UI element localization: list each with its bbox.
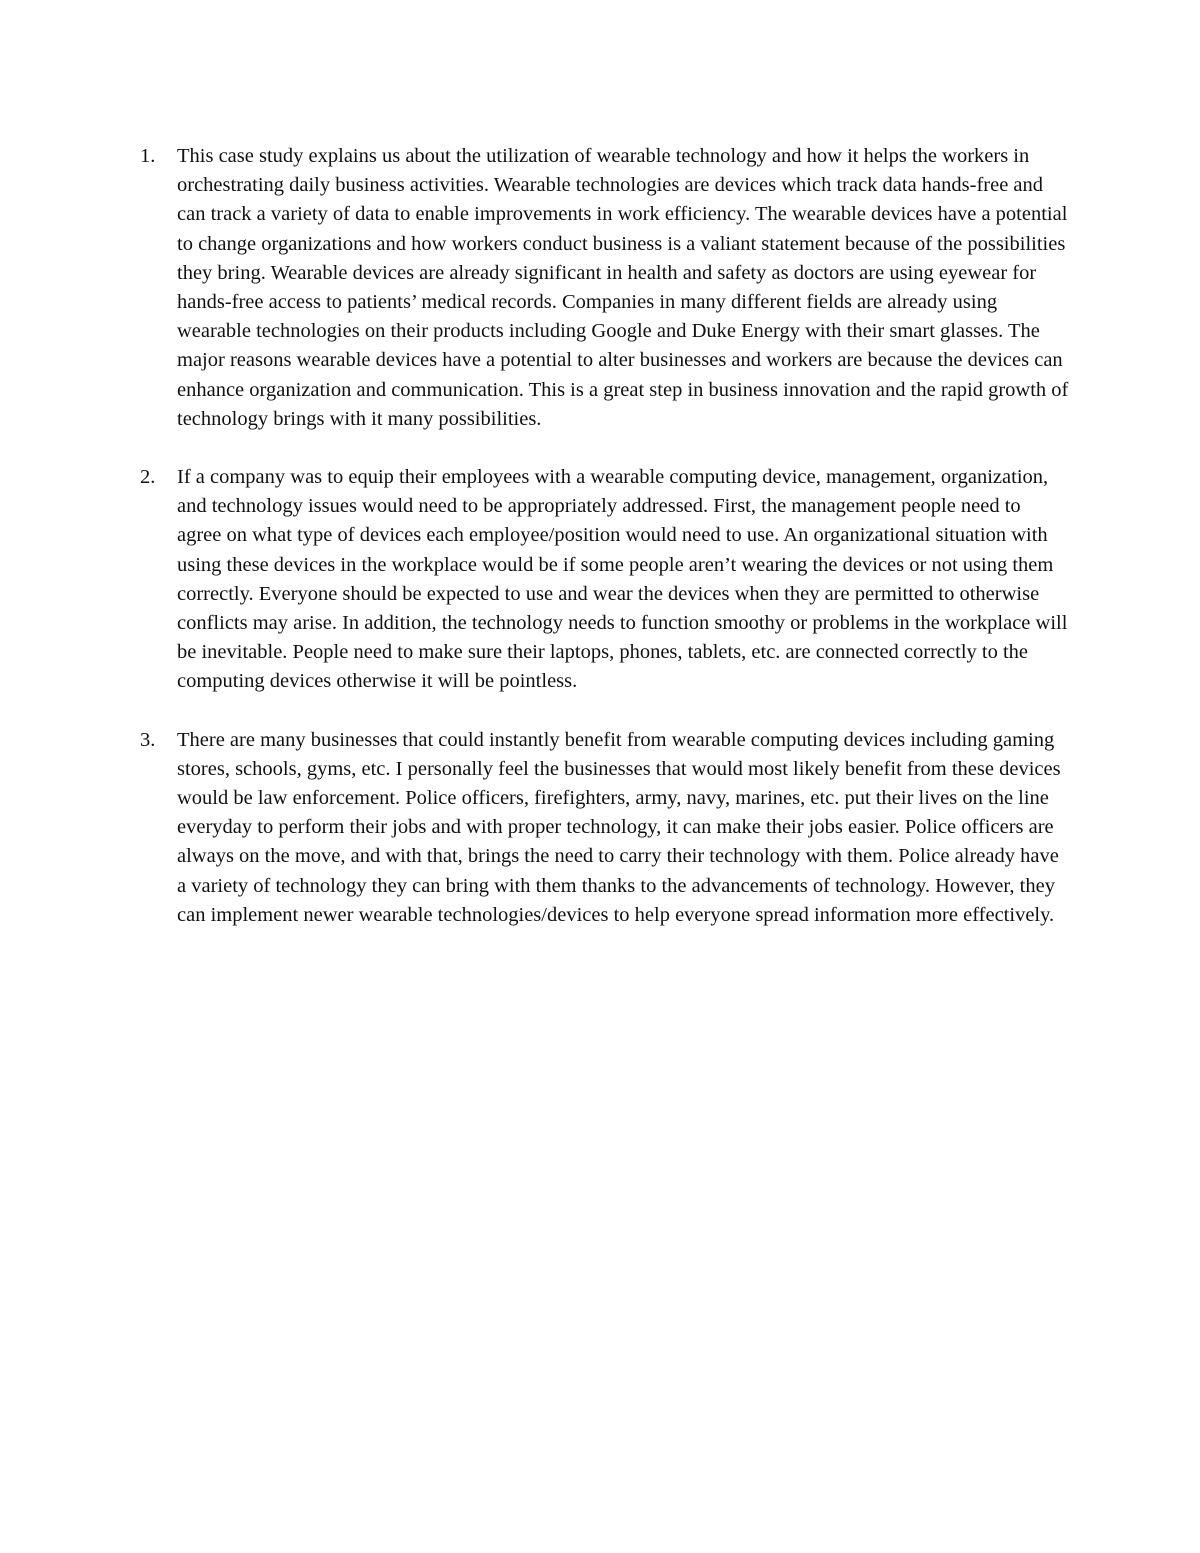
item-number: 3. <box>140 728 156 751</box>
numbered-list <box>140 142 1070 959</box>
list-item <box>140 463 1070 697</box>
item-paragraph: This case study explains us about the utilization of wearable technology and how it helps the workers in orchestrating daily business activities. Wearable technologies are devices which track data hands-free and can track a variety of data to enable improvements in work efficiency. The wearable devices have a potential to change organizations and how workers conduct business is a valiant statement because of the possibilities they bring. Wearable devices are already significant in health and safety as doctors are using eyewear for hands-free access to patients’ medical records. Companies in many different fields are already using wearable technologies on their products including Google and Duke Energy with their smart glasses. The major reasons wearable devices have a potential to alter businesses and workers are because the devices can enhance organization and communication. This is a great step in business innovation and the rapid growth of technology brings with it many possibilities. <box>177 145 1069 430</box>
item-paragraph: There are many businesses that could instantly benefit from wearable computing devices including gaming stores, schools, gyms, etc. I personally feel the businesses that would most likely benefit from these devices would be law enforcement. Police officers, firefighters, army, navy, marines, etc. put their lives on the line everyday to perform their jobs and with proper technology, it can make their jobs easier. Police officers are always on the move, and with that, brings the need to carry their technology with them. Police already have a variety of technology they can bring with them thanks to the advancements of technology. However, they can implement newer wearable technologies/devices to help everyone spread information more effectively. <box>177 728 1061 926</box>
item-number: 1. <box>140 145 156 167</box>
list-item <box>140 726 1070 930</box>
item-paragraph: If a company was to equip their employees with a wearable computing device, management, organization, and technology issues would need to be appropriately addressed. First, the management people need to agree on what type of devices each employee/position would need to use. An organizational situation with using these devices in the workplace would be if some people aren’t wearing the devices or not using them correctly. Everyone should be expected to use and wear the devices when they are permitted to otherwise conflicts may arise. In addition, the technology needs to function smoothy or problems in the workplace will be inevitable. People need to make sure their laptops, phones, tablets, etc. are connected correctly to the computing devices otherwise it will be pointless. <box>177 466 1068 693</box>
list-item <box>140 142 1070 434</box>
item-number: 2. <box>140 466 156 489</box>
